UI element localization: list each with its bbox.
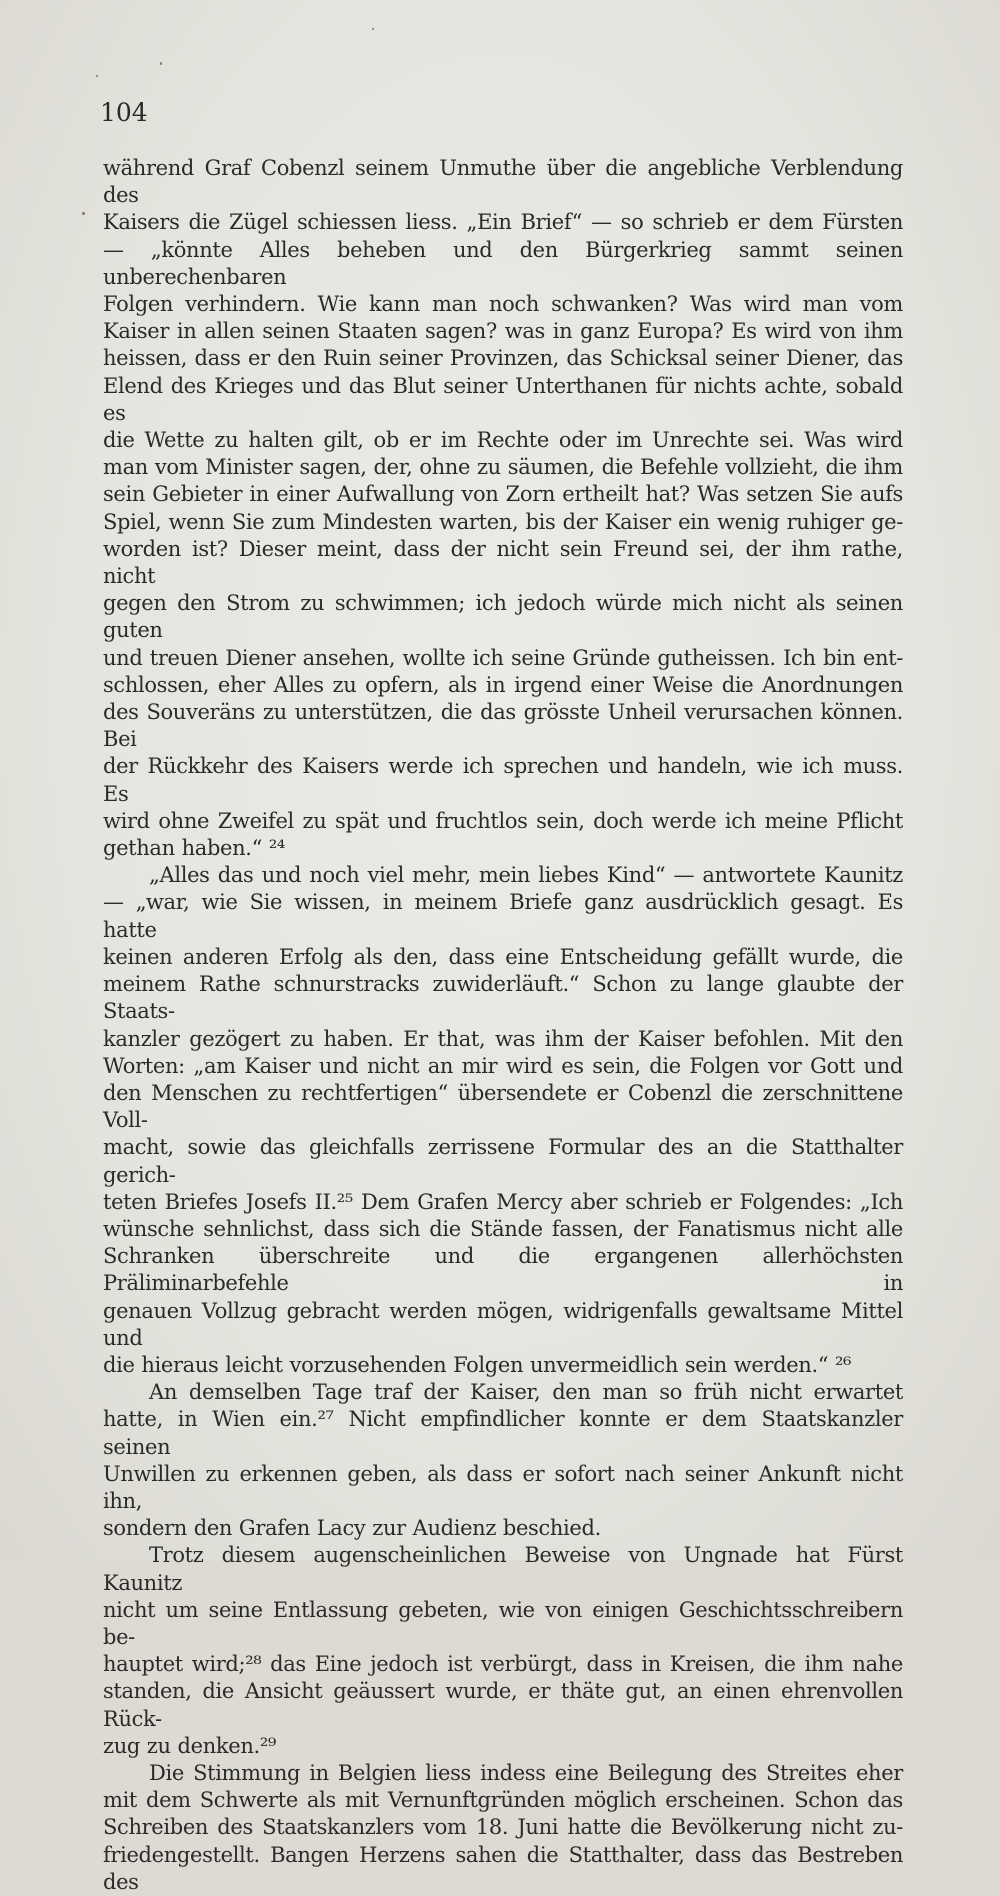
body-text bbox=[103, 155, 903, 1896]
text-line: standen, die Ansicht geäussert wurde, er thäte gut, an einen ehrenvollen Rück- bbox=[103, 1679, 903, 1731]
text-line: Elend des Krieges und das Blut seiner Unterthanen für nichts achte, sobald es bbox=[103, 373, 903, 425]
text-line: gethan haben.“ ²⁴ bbox=[103, 836, 285, 861]
paragraph bbox=[103, 1379, 903, 1542]
text-line: macht, sowie das gleichfalls zerrissene Formular des an die Statthalter gerich- bbox=[103, 1135, 903, 1187]
text-line: gegen den Strom zu schwimmen; ich jedoch würde mich nicht als seinen guten bbox=[103, 591, 903, 643]
page-number: 104 bbox=[100, 98, 148, 127]
text-line: kanzler gezögert zu haben. Er that, was ihm der Kaiser befohlen. Mit den bbox=[103, 1026, 903, 1051]
text-line: An demselben Tage traf der Kaiser, den man so früh nicht erwartet bbox=[149, 1380, 903, 1405]
text-line: Unwillen zu erkennen geben, als dass er sofort nach seiner Ankunft nicht ihn, bbox=[103, 1461, 903, 1513]
text-line: Spiel, wenn Sie zum Mindesten warten, bis der Kaiser ein wenig ruhiger ge- bbox=[103, 509, 903, 534]
text-line: — „war, wie Sie wissen, in meinem Briefe ganz ausdrücklich gesagt. Es hatte bbox=[103, 890, 903, 942]
text-line: — „könnte Alles beheben und den Bürgerkrieg sammt seinen unberechenbaren bbox=[103, 237, 903, 289]
text-line: mit dem Schwerte als mit Vernunftgründen möglich erscheinen. Schon das bbox=[103, 1788, 903, 1813]
paper-speck bbox=[160, 62, 162, 65]
text-line: und treuen Diener ansehen, wollte ich seine Gründe gutheissen. Ich bin ent- bbox=[103, 645, 903, 670]
text-line: Kaiser in allen seinen Staaten sagen? was in ganz Europa? Es wird von ihm bbox=[103, 319, 903, 344]
text-line: Trotz diesem augenscheinlichen Beweise von Ungnade hat Fürst Kaunitz bbox=[103, 1543, 903, 1595]
text-line: nicht um seine Entlassung gebeten, wie von einigen Geschichtsschreibern be- bbox=[103, 1597, 903, 1649]
text-line: Folgen verhindern. Wie kann man noch schwanken? Was wird man vom bbox=[103, 292, 903, 317]
text-line: worden ist? Dieser meint, dass der nicht sein Freund sei, der ihm rathe, nicht bbox=[103, 536, 903, 589]
text-line: heissen, dass er den Ruin seiner Provinzen, das Schicksal seiner Diener, das bbox=[103, 346, 903, 371]
text-line: Schreiben des Staatskanzlers vom 18. Juni hatte die Bevölkerung nicht zu- bbox=[103, 1815, 903, 1840]
text-line: meinem Rathe schnurstracks zuwiderläuft.“ Schon zu lange glaubte der Staats- bbox=[103, 972, 903, 1024]
text-line: Schranken überschreite und die ergangenen allerhöchsten Präliminarbefehle in bbox=[103, 1244, 903, 1296]
paragraph bbox=[103, 1542, 903, 1760]
text-line: die hieraus leicht vorzusehenden Folgen unvermeidlich sein werden.“ ²⁶ bbox=[103, 1352, 852, 1377]
text-line: genauen Vollzug gebracht werden mögen, widrigenfalls gewaltsame Mittel und bbox=[103, 1298, 903, 1350]
paper-speck bbox=[82, 212, 85, 215]
text-line: wird ohne Zweifel zu spät und fruchtlos sein, doch werde ich meine Pflicht bbox=[103, 808, 903, 833]
text-line: hatte, in Wien ein.²⁷ Nicht empfindlicher konnte er dem Staatskanzler seinen bbox=[103, 1407, 903, 1459]
text-line: des Souveräns zu unterstützen, die das grösste Unheil verursachen können. Bei bbox=[103, 700, 903, 752]
paragraph bbox=[103, 862, 903, 1379]
text-line: Die Stimmung in Belgien liess indess eine Beilegung des Streites eher bbox=[149, 1760, 903, 1785]
text-line: Worten: „am Kaiser und nicht an mir wird es sein, die Folgen vor Gott und bbox=[103, 1053, 903, 1078]
paragraph bbox=[103, 155, 903, 862]
text-line: wünsche sehnlichst, dass sich die Stände fassen, der Fanatismus nicht alle bbox=[103, 1216, 903, 1241]
paragraph bbox=[103, 1760, 903, 1896]
text-line: Kaisers die Zügel schiessen liess. „Ein Brief“ — so schrieb er dem Fürsten bbox=[103, 210, 903, 235]
text-line: teten Briefes Josefs II.²⁵ Dem Grafen Mercy aber schrieb er Folgendes: „Ich bbox=[103, 1189, 903, 1214]
text-line: hauptet wird;²⁸ das Eine jedoch ist verbürgt, dass in Kreisen, die ihm nahe bbox=[103, 1652, 903, 1677]
text-line: schlossen, eher Alles zu opfern, als in irgend einer Weise die Anordnungen bbox=[103, 672, 903, 697]
text-line: man vom Minister sagen, der, ohne zu säumen, die Befehle vollzieht, die ihm bbox=[103, 455, 903, 480]
paper-speck bbox=[96, 75, 98, 77]
text-line: sein Gebieter in einer Aufwallung von Zorn ertheilt hat? Was setzen Sie aufs bbox=[103, 482, 903, 507]
text-line: den Menschen zu rechtfertigen“ übersendete er Cobenzl die zerschnittene Voll- bbox=[103, 1080, 903, 1133]
text-line: friedengestellt. Bangen Herzens sahen die Statthalter, dass das Bestreben des bbox=[103, 1842, 903, 1894]
text-line: sondern den Grafen Lacy zur Audienz beschied. bbox=[103, 1516, 601, 1541]
text-line: zug zu denken.²⁹ bbox=[103, 1733, 276, 1758]
text-line: keinen anderen Erfolg als den, dass eine Entscheidung gefällt wurde, die bbox=[103, 944, 903, 969]
text-line: während Graf Cobenzl seinem Unmuthe über die angebliche Verblendung des bbox=[103, 156, 903, 208]
text-line: der Rückkehr des Kaisers werde ich sprechen und handeln, wie ich muss. Es bbox=[103, 754, 903, 806]
paper-speck bbox=[372, 28, 374, 30]
text-line: „Alles das und noch viel mehr, mein liebes Kind“ — antwortete Kaunitz bbox=[149, 863, 903, 888]
text-line: die Wette zu halten gilt, ob er im Rechte oder im Unrechte sei. Was wird bbox=[103, 428, 903, 453]
